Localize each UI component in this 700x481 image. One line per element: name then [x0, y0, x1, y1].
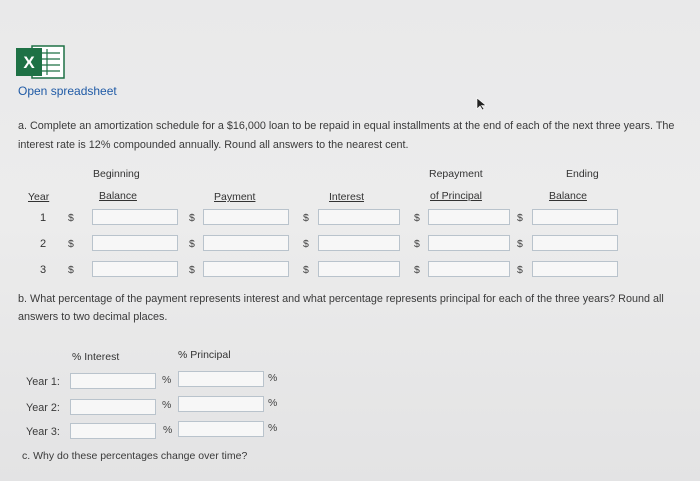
header-payment: Payment	[214, 191, 256, 203]
question-c-text: c. Why do these percentages change over time?	[22, 450, 248, 462]
dollar-sign: $	[517, 264, 523, 276]
row-year: 1	[40, 212, 47, 224]
percent-sign: %	[268, 372, 278, 384]
percent-sign: %	[268, 422, 278, 434]
principal-repayment-input[interactable]	[428, 209, 510, 225]
percent-sign: %	[268, 397, 278, 409]
interest-input[interactable]	[318, 235, 400, 251]
year-label: Year 3:	[26, 426, 60, 438]
header-beginning: Beginning	[93, 168, 140, 180]
mouse-pointer-icon	[476, 97, 488, 111]
beginning-balance-input[interactable]	[92, 235, 178, 251]
percent-principal-input[interactable]	[178, 396, 264, 412]
principal-repayment-input[interactable]	[428, 235, 510, 251]
percent-principal-input[interactable]	[178, 371, 264, 387]
year-label: Year 1:	[26, 376, 60, 388]
svg-text:X: X	[23, 53, 35, 72]
dollar-sign: $	[68, 212, 74, 224]
year-label: Year 2:	[26, 402, 60, 414]
percent-sign: %	[162, 374, 172, 386]
question-a-text: a. Complete an amortization schedule for a $16,000 loan to be repaid in equal installments at the end of each of the next three years. The interest rate is 12% compounded annually. Round all answers to the nearest cent.	[18, 120, 675, 151]
percent-interest-input[interactable]	[70, 399, 156, 415]
ending-balance-input[interactable]	[532, 235, 618, 251]
percent-sign: %	[162, 399, 172, 411]
dollar-sign: $	[414, 238, 420, 250]
header-of-principal: of Principal	[430, 190, 482, 202]
dollar-sign: $	[517, 238, 523, 250]
payment-input[interactable]	[203, 261, 289, 277]
dollar-sign: $	[414, 264, 420, 276]
header-ending: Ending	[566, 168, 599, 180]
dollar-sign: $	[303, 212, 309, 224]
interest-input[interactable]	[318, 261, 400, 277]
row-year: 3	[40, 264, 47, 276]
question-b-text: b. What percentage of the payment represents interest and what percentage represents principal for each of the three years? Round all answers to two decimal places.	[18, 293, 664, 323]
ending-balance-input[interactable]	[532, 209, 618, 225]
dollar-sign: $	[189, 264, 195, 276]
dollar-sign: $	[303, 238, 309, 250]
principal-repayment-input[interactable]	[428, 261, 510, 277]
dollar-sign: $	[303, 264, 309, 276]
dollar-sign: $	[189, 238, 195, 250]
percent-interest-input[interactable]	[70, 373, 156, 389]
ending-balance-input[interactable]	[532, 261, 618, 277]
dollar-sign: $	[414, 212, 420, 224]
header-repayment: Repayment	[429, 168, 483, 180]
interest-input[interactable]	[318, 209, 400, 225]
payment-input[interactable]	[203, 209, 289, 225]
header-ending-balance: Balance	[549, 190, 587, 202]
dollar-sign: $	[68, 264, 74, 276]
beginning-balance-input[interactable]	[92, 261, 178, 277]
dollar-sign: $	[189, 212, 195, 224]
beginning-balance-input[interactable]	[92, 209, 178, 225]
percent-principal-input[interactable]	[178, 421, 264, 437]
header-beginning-balance: Balance	[99, 190, 137, 202]
percent-sign: %	[163, 424, 173, 436]
percent-interest-input[interactable]	[70, 423, 156, 439]
header-percent-interest: % Interest	[72, 351, 120, 363]
dollar-sign: $	[68, 238, 74, 250]
header-year: Year	[28, 191, 50, 203]
open-spreadsheet-link[interactable]: Open spreadsheet	[18, 84, 117, 98]
excel-icon[interactable]	[14, 44, 66, 80]
row-year: 2	[40, 238, 47, 250]
header-percent-principal: % Principal	[178, 349, 231, 361]
dollar-sign: $	[517, 212, 523, 224]
header-interest: Interest	[329, 191, 365, 203]
payment-input[interactable]	[203, 235, 289, 251]
